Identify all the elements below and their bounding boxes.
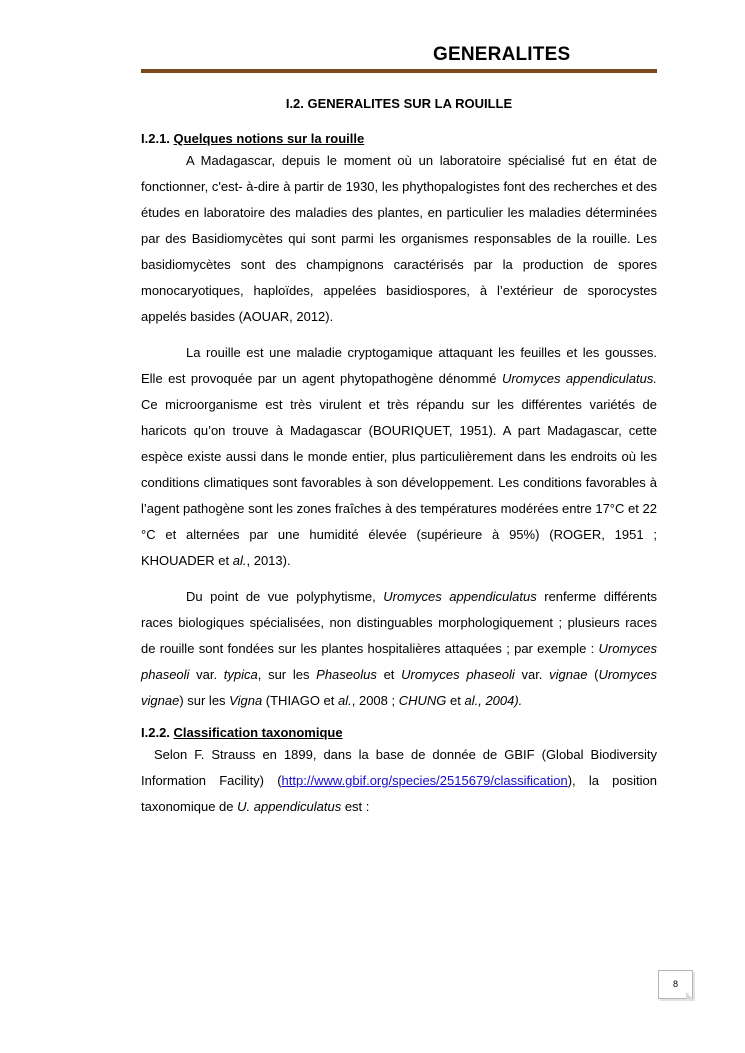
paragraph-1: A Madagascar, depuis le moment où un laboratoire spécialisé fut en état de fonctionner, c'est- à-dire à partir de 1930, les phythopalogistes font des recherches et des études en laboratoire des maladies des plantes, en particulier les maladies déterminées par des Basidiomycètes qui sont parmi les organismes responsables de la rouille. Les basidiomycètes sont des champignons caractérisés par la production de spores monocaryotiques, haploïdes, appelées basidiospores, à l’extérieur de sporocystes appelés basides (AOUAR, 2012). xyxy=(141,153,657,324)
subsection-title: Quelques notions sur la rouille xyxy=(173,131,365,146)
text-run: est : xyxy=(341,799,370,814)
citation-al: al., 2004). xyxy=(464,693,523,708)
species-name: Uromyces phaseoli xyxy=(401,667,515,682)
subsection-heading-2 xyxy=(141,724,657,742)
subsection-heading-1 xyxy=(141,130,657,148)
text-run: Selon F. Strauss en 1899, dans la base de donnée de GBIF (Global Biodiversity Information Facility) ( xyxy=(141,747,657,788)
species-name: Uromyces appendiculatus. xyxy=(501,371,657,386)
species-name: Uromyces vignae xyxy=(141,667,657,708)
text-run: (THIAGO et xyxy=(262,693,339,708)
text-run: Ce microorganisme est très virulent et très répandu sur les différentes variétés de haricots qu’on trouve à Madagascar (BOURIQUET, 1951). A part Madagascar, cette espèce existe aussi dans le monde entier, plus particulièrement dans les endroits où les conditions climatiques sont favorables à son développement. Les conditions favorables à l’agent pathogène sont les zones fraîches à des températures modérées entre 17°C et 22 °C et alternées par une humidité élevée (supérieure à 95%) (ROGER, 1951 ; KHOUADER et xyxy=(141,397,657,568)
genus-name: Phaseolus xyxy=(316,667,377,682)
page-number-box xyxy=(658,970,693,999)
text-run: et xyxy=(446,693,465,708)
paragraph-3 xyxy=(141,584,657,714)
text-run: var. xyxy=(514,667,550,682)
species-name: Uromyces appendiculatus xyxy=(383,589,537,604)
citation-al: al. xyxy=(232,553,247,568)
document-body xyxy=(141,130,657,820)
species-name: U. appendiculatus xyxy=(237,799,342,814)
citation-al: al. xyxy=(338,693,352,708)
text-run: , 2013). xyxy=(246,553,291,568)
text-run: var. xyxy=(189,667,224,682)
gbif-classification-link[interactable]: http://www.gbif.org/species/2515679/classification xyxy=(281,773,568,788)
subsection-number: I.2.1. xyxy=(141,131,170,146)
text-run: La rouille est une maladie cryptogamique attaquant les feuilles et les gousses. Elle est provoquée par un agent phytopathogène dénommé xyxy=(141,345,657,386)
page-number: 8 xyxy=(672,979,678,989)
text-run: ), la position taxonomique de xyxy=(141,773,657,814)
page-curl-icon xyxy=(686,992,693,999)
text-run: ( xyxy=(587,667,599,682)
text-run: et xyxy=(376,667,402,682)
variety-name: typica xyxy=(223,667,258,682)
citation-author: CHUNG xyxy=(398,693,447,708)
text-run: ) sur les xyxy=(179,693,230,708)
species-name: Uromyces phaseoli xyxy=(141,641,657,682)
subsection-number: I.2.2. xyxy=(141,725,170,740)
genus-name: Vigna xyxy=(229,693,263,708)
paragraph-2 xyxy=(141,340,657,574)
header-divider xyxy=(141,69,657,73)
page-header-title: GENERALITES xyxy=(433,44,571,65)
section-title: I.2. GENERALITES SUR LA ROUILLE xyxy=(285,96,513,111)
variety-name: vignae xyxy=(549,667,588,682)
subsection-title: Classification taxonomique xyxy=(173,725,343,740)
text-run: renferme différents races biologiques spécialisées, non distinguables morphologiquement ; plusieurs races de rouille sont fondées sur les plantes hospitalières attaquées ; par exemple : xyxy=(141,589,658,656)
paragraph-4 xyxy=(141,742,657,820)
text-run: , 2008 ; xyxy=(351,693,399,708)
text-run: , sur les xyxy=(257,667,317,682)
text-run: Du point de vue polyphytisme, xyxy=(186,589,384,604)
